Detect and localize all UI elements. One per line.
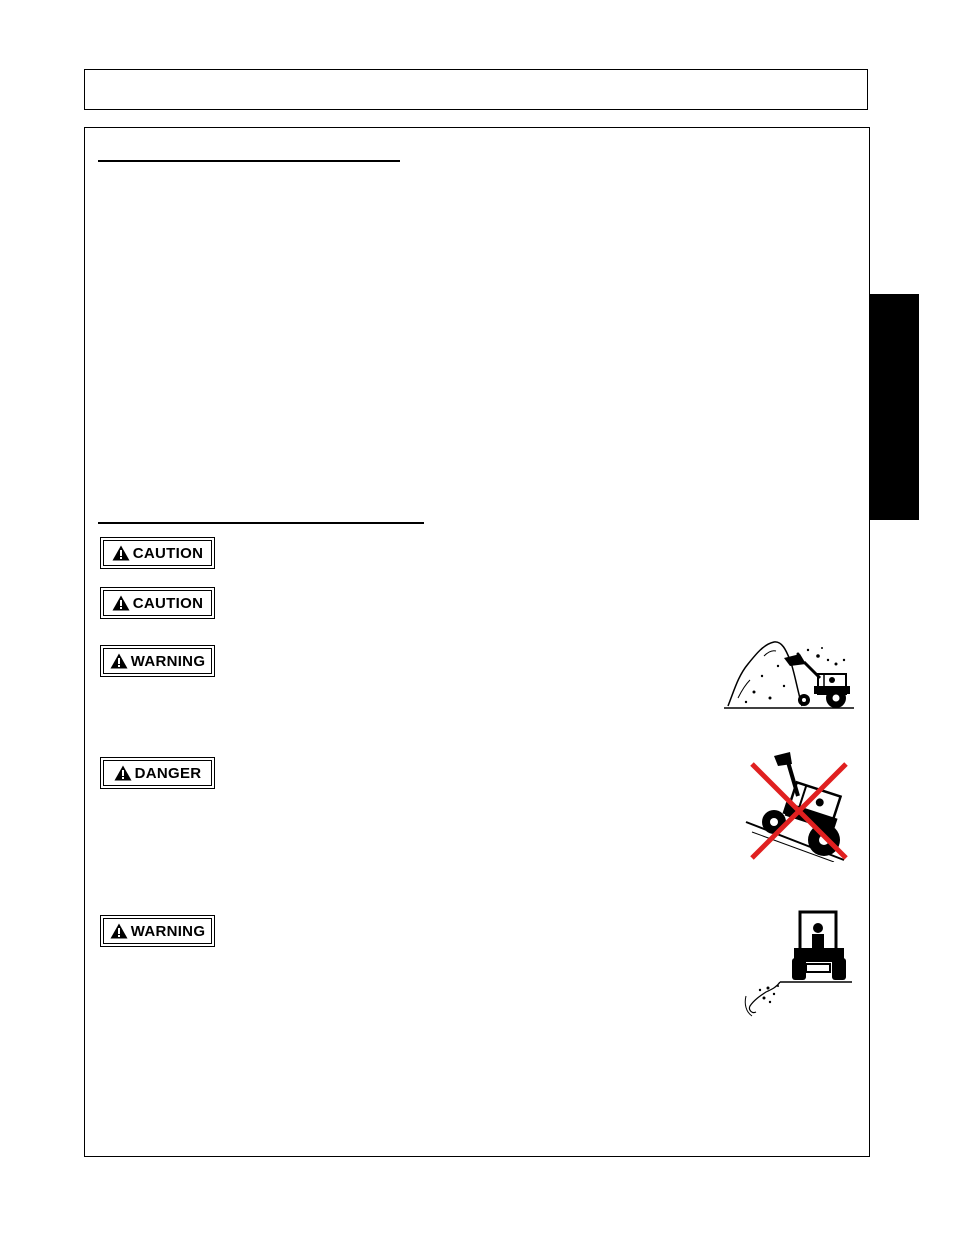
warning-label <box>100 645 215 677</box>
caution-label-text: CAUTION <box>132 544 204 562</box>
hazard-triangle-icon <box>110 653 128 669</box>
caution-label <box>100 587 215 619</box>
danger-label-text: DANGER <box>134 764 202 782</box>
section-heading-rule <box>98 522 424 524</box>
warning-label-text: WARNING <box>130 922 206 940</box>
section-side-tab <box>869 294 919 520</box>
warning-label <box>100 915 215 947</box>
hazard-triangle-icon <box>110 923 128 939</box>
section-heading-rule <box>98 160 400 162</box>
tractor-overturn-prohibited-icon <box>744 752 854 862</box>
page-header-frame <box>84 69 868 110</box>
hazard-triangle-icon <box>112 595 130 611</box>
hazard-triangle-icon <box>112 545 130 561</box>
loader-tractor-debris-pile-icon <box>724 636 854 712</box>
warning-label-text: WARNING <box>130 652 206 670</box>
tractor-rear-view-slope-icon <box>740 910 854 1020</box>
caution-label <box>100 537 215 569</box>
hazard-triangle-icon <box>114 765 132 781</box>
danger-label <box>100 757 215 789</box>
caution-label-text: CAUTION <box>132 594 204 612</box>
